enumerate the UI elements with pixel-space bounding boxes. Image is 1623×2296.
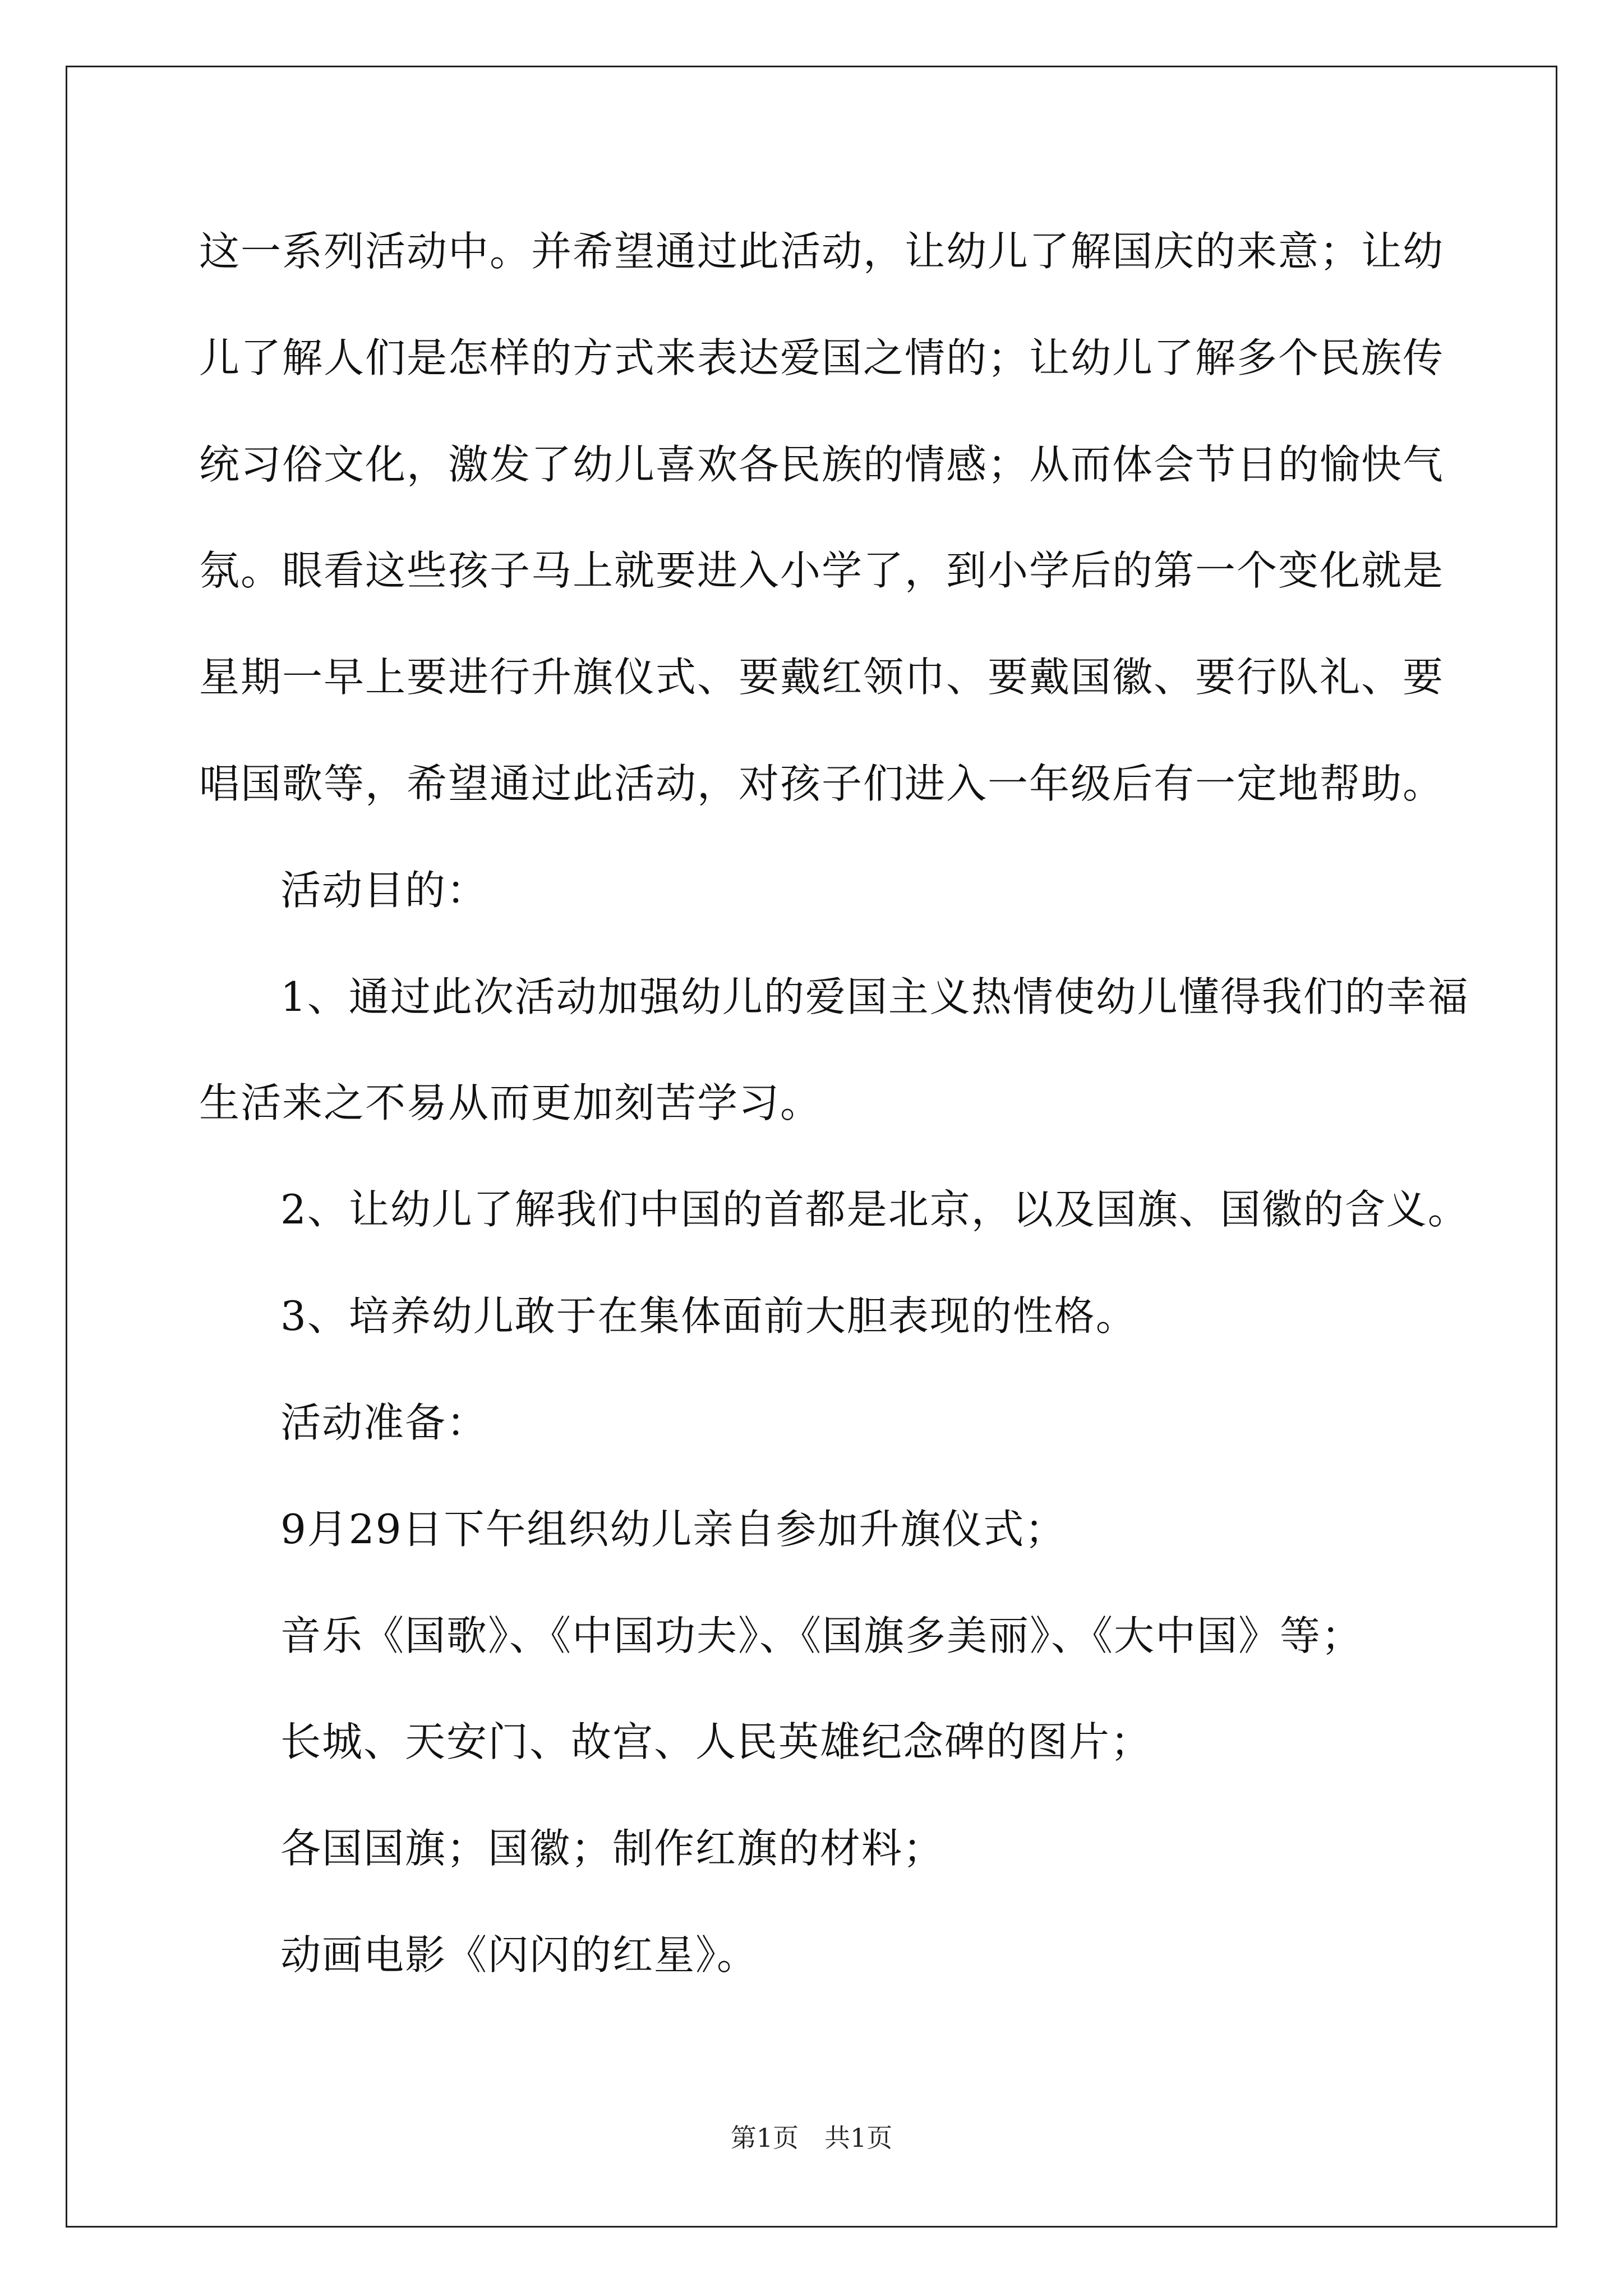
preparation-item-1: 9月29日下午组织幼儿亲自参加升旗仪式； — [280, 1506, 1067, 1553]
preparation-item-4: 各国国旗；国徽；制作红旗的材料； — [280, 1825, 945, 1872]
preparation-item-2: 音乐《国歌》、《中国功夫》、《国旗多美丽》、《大中国》等； — [280, 1612, 1363, 1659]
purpose-item-3: 3、培养幼儿敢于在集体面前大胆表现的性格。 — [280, 1292, 1137, 1340]
purpose-item-2: 2、让幼儿了解我们中国的首都是北京，以及国旗、国徽的含义。 — [280, 1186, 1469, 1233]
section-heading-preparation: 活动准备： — [280, 1399, 488, 1446]
page-footer: 第1页 共1页 — [730, 2123, 893, 2153]
body-line-5: 星期一早上要进行升旗仪式、要戴红领巾、要戴国徽、要行队礼、要 — [199, 654, 1445, 701]
purpose-item-1-cont: 生活来之不易从而更加刻苦学习。 — [199, 1079, 822, 1126]
body-line-1: 这一系列活动中。并希望通过此活动，让幼儿了解国庆的来意；让幼 — [199, 228, 1445, 275]
body-line-6: 唱国歌等，希望通过此活动，对孩子们进入一年级后有一定地帮助。 — [199, 760, 1445, 807]
preparation-item-3: 长城、天安门、故宫、人民英雄纪念碑的图片； — [280, 1718, 1152, 1765]
section-heading-purpose: 活动目的： — [280, 867, 488, 914]
purpose-item-1: 1、通过此次活动加强幼儿的爱国主义热情使幼儿懂得我们的幸福 — [280, 973, 1469, 1020]
page-border — [66, 66, 1557, 2228]
body-line-2: 儿了解人们是怎样的方式来表达爱国之情的；让幼儿了解多个民族传 — [199, 334, 1445, 381]
preparation-item-5: 动画电影《闪闪的红星》。 — [280, 1931, 759, 1978]
body-line-3: 统习俗文化，激发了幼儿喜欢各民族的情感；从而体会节日的愉快气 — [199, 441, 1445, 488]
body-line-4: 氛。眼看这些孩子马上就要进入小学了，到小学后的第一个变化就是 — [199, 547, 1445, 594]
